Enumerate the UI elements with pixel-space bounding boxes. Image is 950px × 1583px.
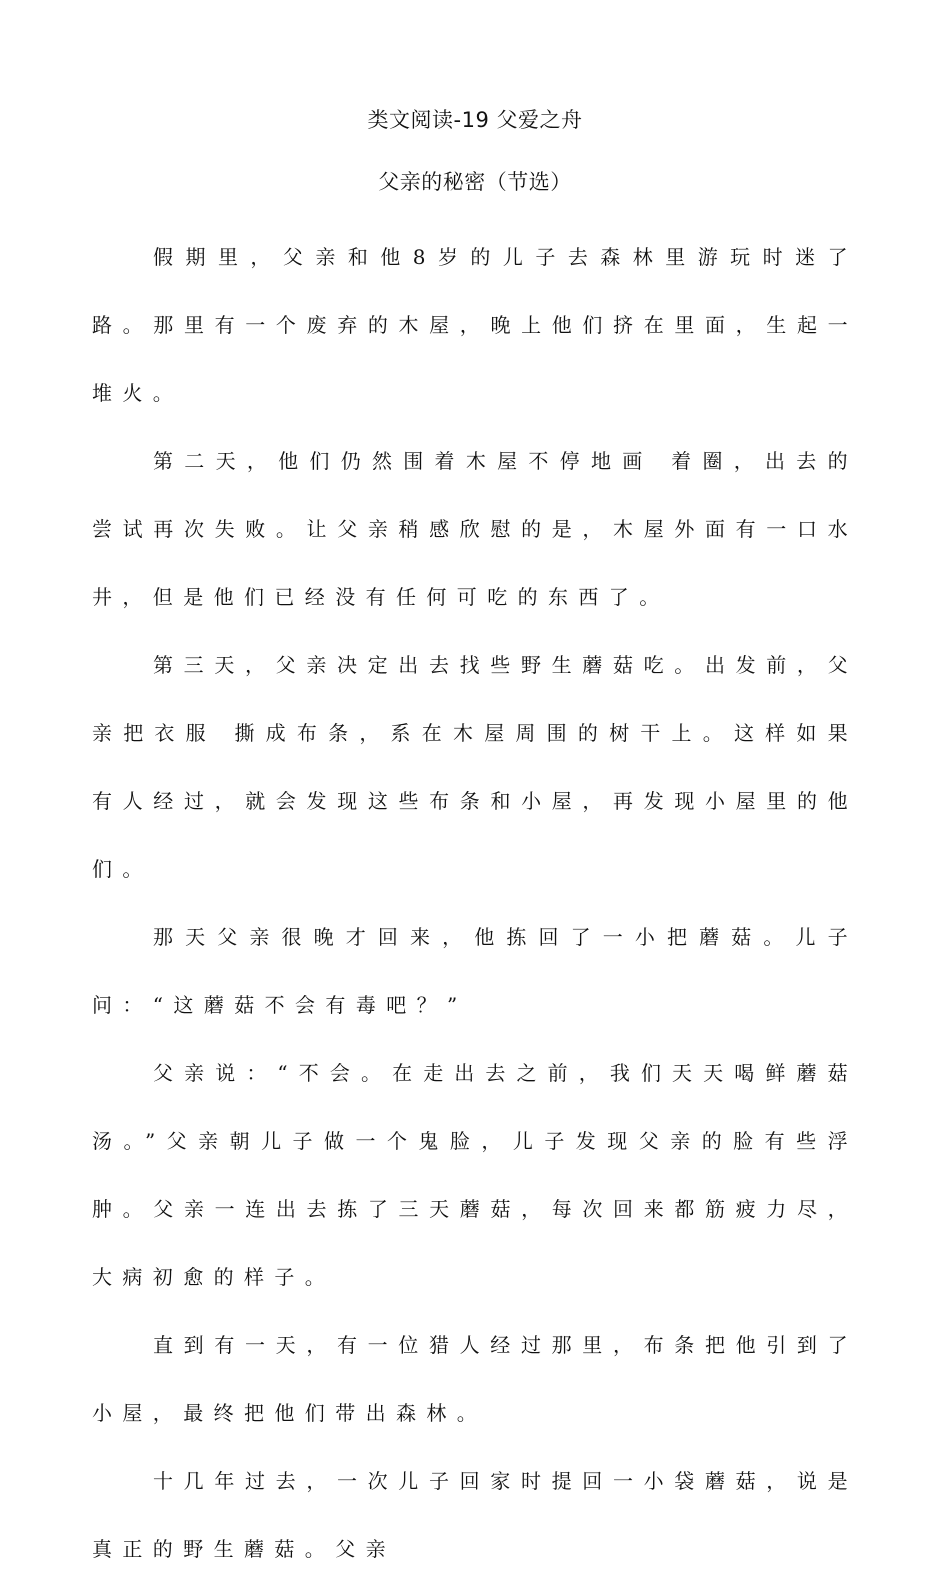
paragraph-1: 假期里，父亲和他8岁的儿子去森林里游玩时迷了路。那里有一个废弃的木屋，晚上他们挤在里面，生起一堆火。 [92, 245, 858, 405]
paragraph-4: 那天父亲很晚才回来，他拣回了一小把蘑菇。儿子问：“这蘑菇不会有毒吧？” [92, 925, 858, 1017]
paragraph-5: 父亲说：“不会。在走出去之前，我们天天喝鲜蘑菇汤。”父亲朝儿子做一个鬼脸，儿子发现父亲的脸有些浮肿。父亲一连出去拣了三天蘑菇，每次回来都筋疲力尽，大病初愈的样子。 [92, 1061, 858, 1289]
document-title: 类文阅读-19 父爱之舟 [367, 108, 583, 132]
paragraph-2: 第二天，他们仍然围着木屋不停地画 着圈，出去的尝试再次失败。让父亲稍感欣慰的是，木屋外面有一口水井，但是他们已经没有任何可吃的东西了。 [92, 449, 858, 609]
paragraph-3: 第三天，父亲决定出去找些野生蘑菇吃。出发前，父亲把衣服 撕成布条，系在木屋周围的树干上。这样如果有人经过，就会发现这些布条和小屋，再发现小屋里的他们。 [92, 653, 858, 881]
paragraph-7: 十几年过去，一次儿子回家时提回一小袋蘑菇，说是真正的野生蘑菇。父亲 [92, 1469, 858, 1561]
article-subtitle: 父亲的秘密（节选） [378, 170, 572, 194]
paragraph-6: 直到有一天，有一位猎人经过那里，布条把他引到了小屋，最终把他们带出森林。 [92, 1333, 858, 1425]
article-body [92, 223, 858, 1583]
